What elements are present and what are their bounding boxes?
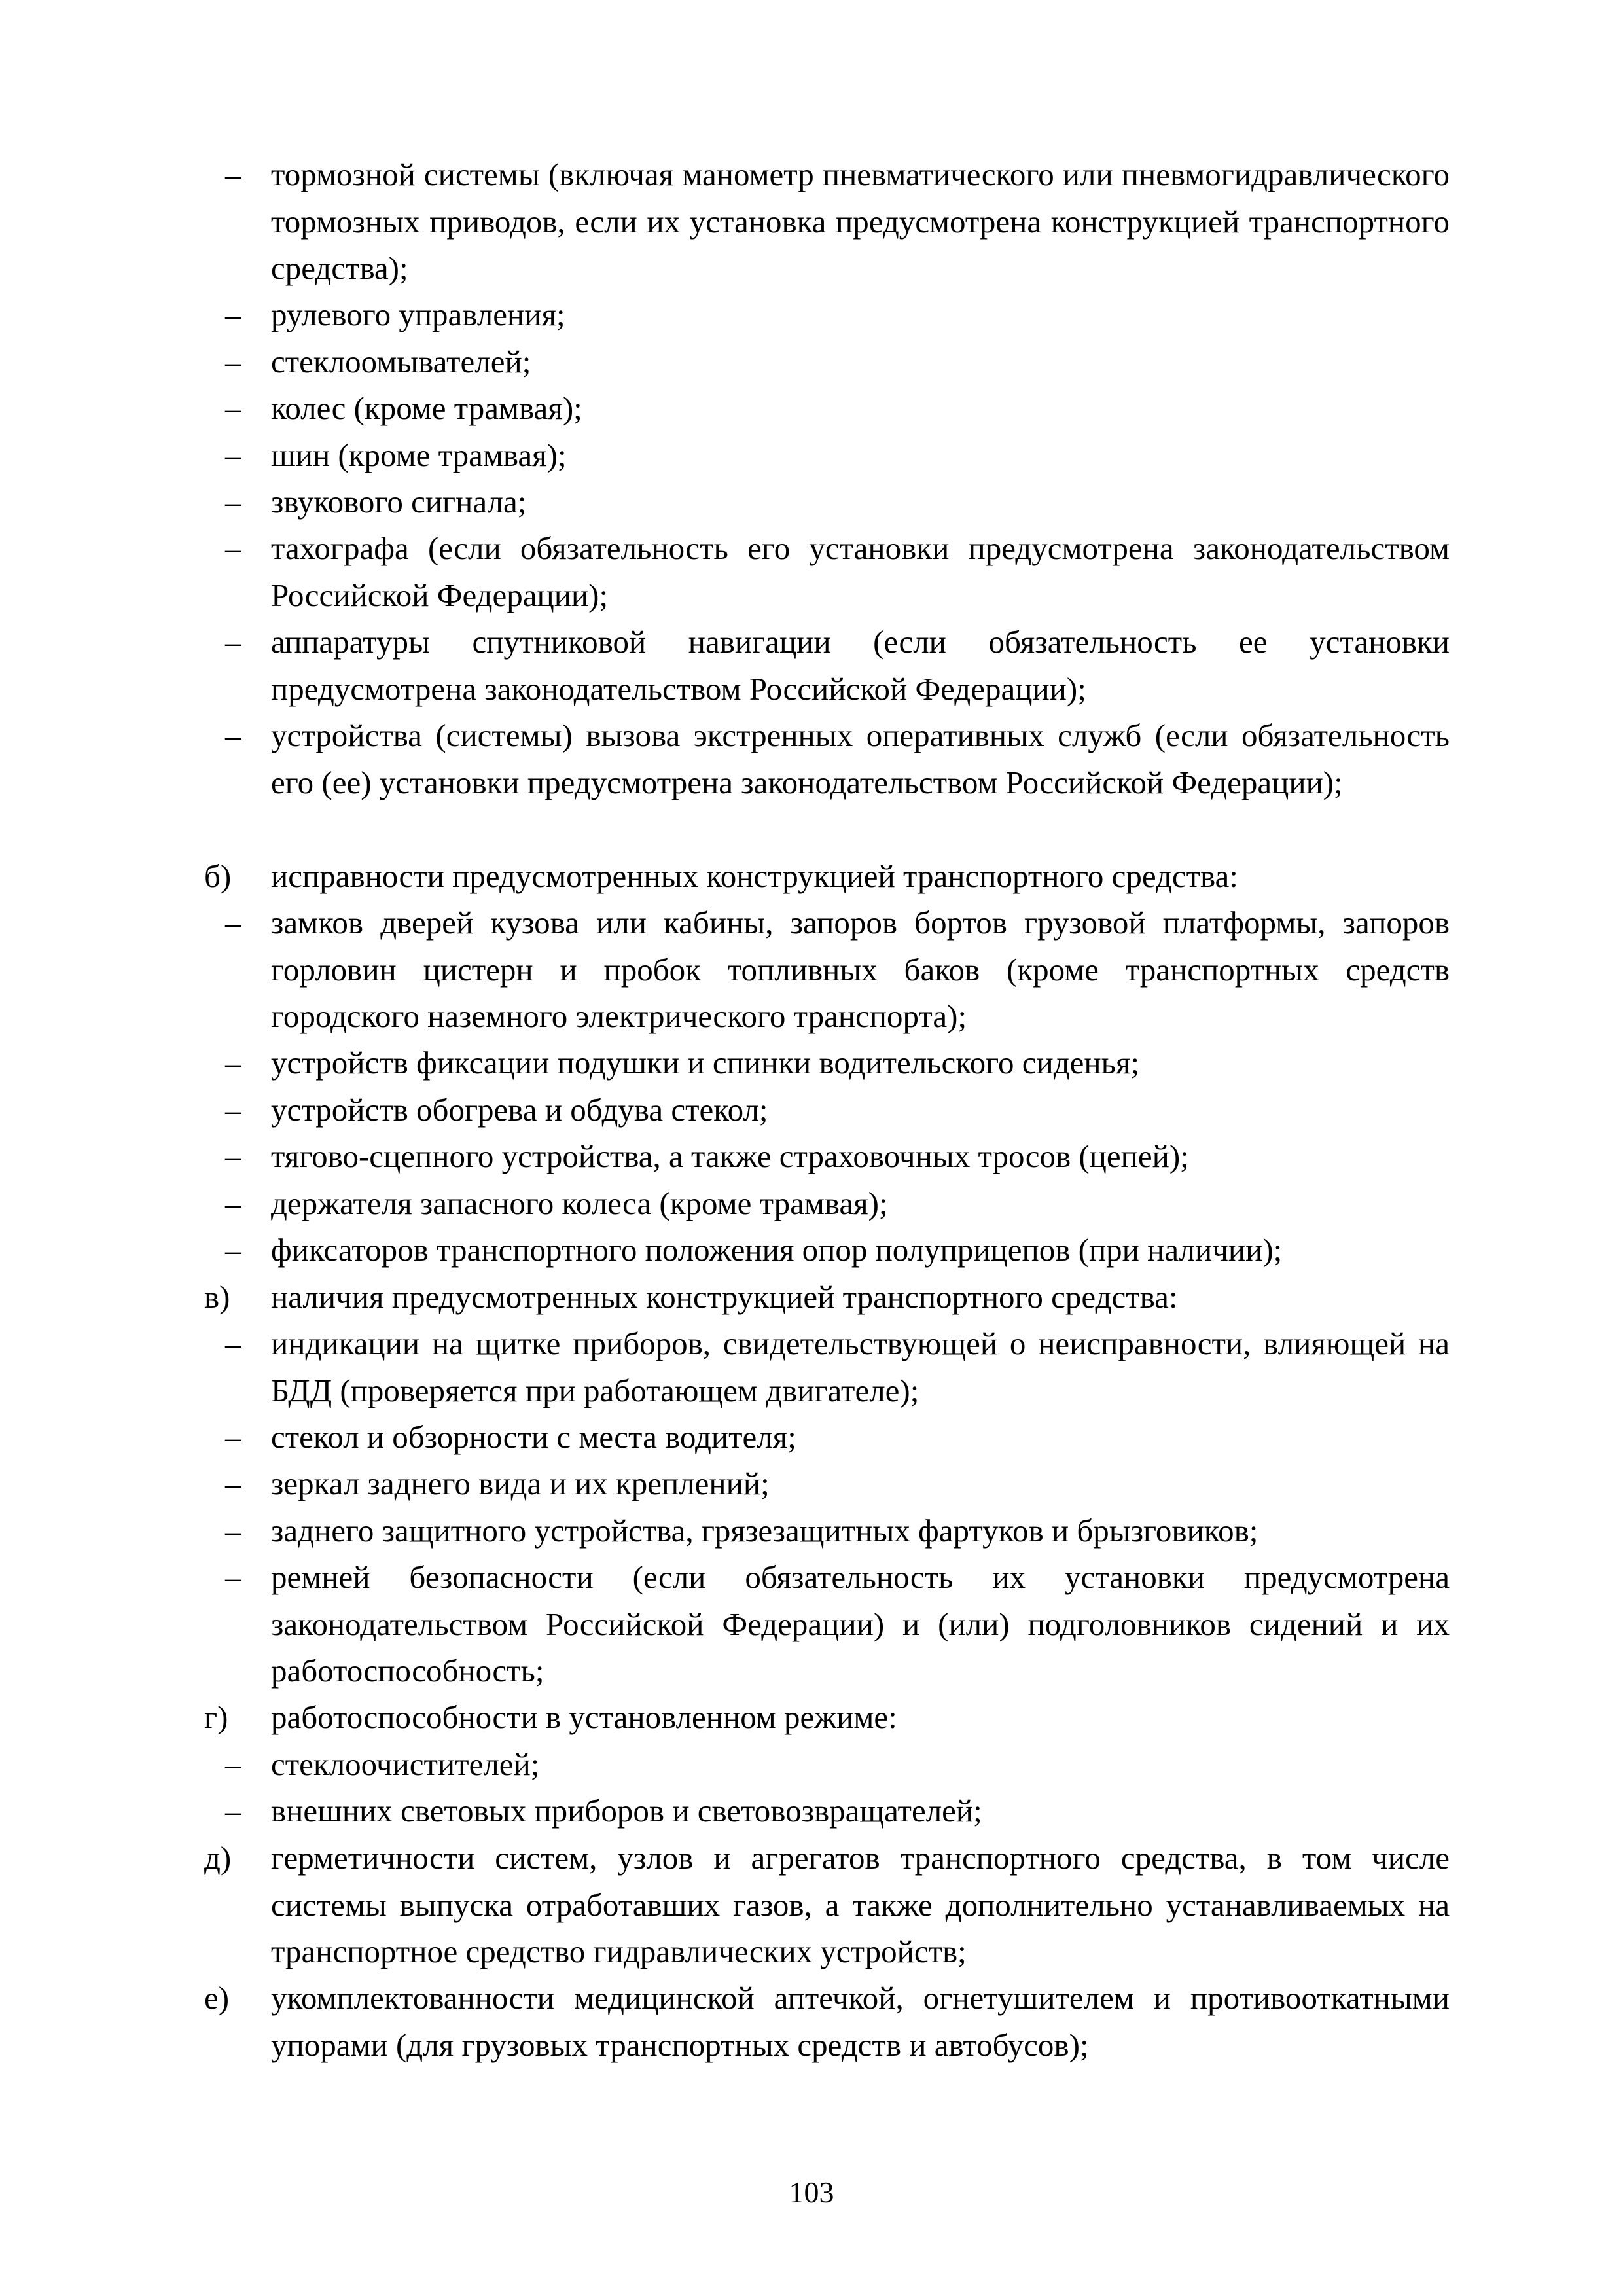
list-marker: в) xyxy=(204,1279,230,1315)
list-item xyxy=(204,1227,1450,1274)
list-item-text: стекол и обзорности с места водителя; xyxy=(271,1419,796,1455)
list-item-text: шин (кроме трамвая); xyxy=(271,437,567,473)
list-item xyxy=(204,1694,1450,1741)
list-item-text: наличия предусмотренных конструкцией транспортного средства: xyxy=(271,1279,1178,1315)
list-item xyxy=(204,712,1450,806)
list-marker: е) xyxy=(204,1980,230,2016)
list-marker: – xyxy=(225,1232,241,1268)
list-item-text: фиксаторов транспортного положения опор полуприцепов (при наличии); xyxy=(271,1232,1283,1268)
list-item-text: стеклоомывателей; xyxy=(271,344,531,380)
list-item-text: рулевого управления; xyxy=(271,296,565,332)
page-number: 103 xyxy=(789,2176,834,2209)
list-item-text: тахографа (если обязательность его установки предусмотрена законодательством Российской Федерации); xyxy=(271,530,1450,613)
list-item xyxy=(204,1507,1450,1554)
list-marker: – xyxy=(225,624,241,660)
list-item-text: колес (кроме трамвая); xyxy=(271,390,582,426)
list-item xyxy=(204,151,1450,292)
list-item-text: укомплектованности медицинской аптечкой, огнетушителем и противооткатными упорами (для грузовых транспортных средств и автобусов); xyxy=(271,1980,1450,2063)
list-marker: – xyxy=(225,1465,241,1501)
list-item xyxy=(204,1320,1450,1414)
list-item-text: аппаратуры спутниковой навигации (если обязательность ее установки предусмотрена законодательством Российской Федерации); xyxy=(271,624,1450,707)
list-item xyxy=(204,899,1450,1040)
list-item-text: замков дверей кузова или кабины, запоров бортов грузовой платформы, запоров горловин цистерн и пробок топливных баков (кроме транспортных средств городского наземного электрического транспорта); xyxy=(271,905,1450,1034)
list-item xyxy=(204,338,1450,386)
list-marker: – xyxy=(225,905,241,941)
list-item xyxy=(204,1460,1450,1507)
list-item xyxy=(204,432,1450,479)
list-item-text: зеркал заднего вида и их креплений; xyxy=(271,1465,770,1501)
list-item xyxy=(204,1039,1450,1086)
list-item xyxy=(204,291,1450,338)
list-marker: – xyxy=(225,530,241,566)
list-item-text: устройств фиксации подушки и спинки водительского сиденья; xyxy=(271,1045,1140,1081)
list-item-text: заднего защитного устройства, грязезащитных фартуков и брызговиков; xyxy=(271,1513,1258,1549)
list-item-text: тормозной системы (включая манометр пневматического или пневмогидравлического тормозных приводов, если их установка предусмотрена конструкцией транспортного средства); xyxy=(271,156,1450,286)
list-item-text: индикации на щитке приборов, свидетельствующей о неисправности, влияющей на БДД (проверяется при работающем двигателе); xyxy=(271,1325,1450,1408)
list-item-text: устройства (системы) вызова экстренных оперативных служб (если обязательность его (ее) установки предусмотрена законодательством Российской Федерации); xyxy=(271,717,1450,800)
list-marker: – xyxy=(225,484,241,520)
list-marker: – xyxy=(225,1559,241,1595)
list-marker: – xyxy=(225,1185,241,1221)
list-item xyxy=(204,1180,1450,1227)
list-marker: г) xyxy=(204,1699,228,1735)
list-item xyxy=(204,1741,1450,1788)
list-marker: – xyxy=(225,1746,241,1782)
list-item xyxy=(204,1787,1450,1835)
list-marker: – xyxy=(225,1419,241,1455)
list-marker: – xyxy=(225,1138,241,1174)
list-item xyxy=(204,1086,1450,1134)
list-marker: – xyxy=(225,1513,241,1549)
list-item xyxy=(204,619,1450,712)
list-item-text: исправности предусмотренных конструкцией транспортного средства: xyxy=(271,858,1238,894)
list-item xyxy=(204,1554,1450,1695)
list-item-text: ремней безопасности (если обязательность их установки предусмотрена законодательством Российской Федерации) и (или) подголовников сидений и их работоспособность; xyxy=(271,1559,1450,1689)
list-item xyxy=(204,1133,1450,1180)
list-marker: – xyxy=(225,296,241,332)
list-item xyxy=(204,525,1450,619)
list-marker: б) xyxy=(204,858,232,894)
list-item-text: герметичности систем, узлов и агрегатов транспортного средства, в том числе системы выпуска отработавших газов, а также дополнительно устанавливаемых на транспортное средство гидравлических устройств; xyxy=(271,1840,1450,1969)
list-item xyxy=(204,853,1450,900)
list-item xyxy=(204,1274,1450,1321)
list-item-text: держателя запасного колеса (кроме трамвая); xyxy=(271,1185,888,1221)
list-item xyxy=(204,1835,1450,1975)
list-marker: – xyxy=(225,390,241,426)
list-marker: – xyxy=(225,1325,241,1361)
list-item xyxy=(204,1975,1450,2068)
list-item-text: стеклоочистителей; xyxy=(271,1746,540,1782)
list-item xyxy=(204,1414,1450,1461)
list-item-text: внешних световых приборов и световозвращателей; xyxy=(271,1793,982,1829)
list-item-text: устройств обогрева и обдува стекол; xyxy=(271,1092,768,1128)
list-marker: – xyxy=(225,344,241,380)
list-item-text: тягово-сцепного устройства, а также страховочных тросов (цепей); xyxy=(271,1138,1189,1174)
list-marker: д) xyxy=(204,1840,232,1876)
list-marker: – xyxy=(225,437,241,473)
list-item-text: работоспособности в установленном режиме: xyxy=(271,1699,897,1735)
list-item xyxy=(204,478,1450,526)
list-marker: – xyxy=(225,1045,241,1081)
list-marker: – xyxy=(225,156,241,192)
list-marker: – xyxy=(225,717,241,753)
list-marker: – xyxy=(225,1092,241,1128)
list-item xyxy=(204,385,1450,432)
list-item-text: звукового сигнала; xyxy=(271,484,527,520)
list-marker: – xyxy=(225,1793,241,1829)
